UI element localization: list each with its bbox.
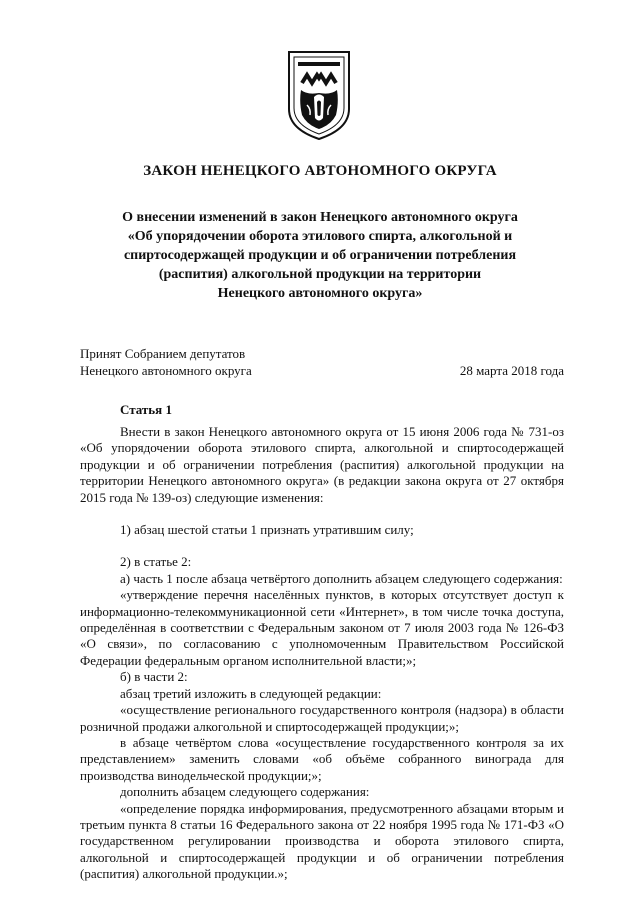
subject-line: Ненецкого автономного округа» xyxy=(217,286,423,301)
paragraph: б) в части 2: xyxy=(120,669,188,685)
paragraph: в абзаце четвёртом слова «осуществление государственного контроля за их представлением» заменить словами «об объёме собранного винограда для производства винодельческой продукции;»; xyxy=(80,734,564,783)
paragraph: 1) абзац шестой статьи 1 признать утратившим силу; xyxy=(120,522,414,538)
subject-line: О внесении изменений в закон Ненецкого автономного округа xyxy=(122,210,518,225)
paragraph: а) часть 1 после абзаца четвёртого дополнить абзацем следующего содержания: xyxy=(120,570,563,586)
adopted-by xyxy=(80,345,252,379)
adopted-date: 28 марта 2018 года xyxy=(459,363,564,378)
paragraph: «утверждение перечня населённых пунктов, в которых отсутствует доступ к информационно-телекоммуникационной сети «Интернет», в том числе точка доступа, определённая в соответствии с Федеральным законом от 7 июля 2003 года № 126-ФЗ «О связи», по согласованию с уполномоченным Правительством Российской Федерации федеральным органом исполнительной власти;»; xyxy=(80,587,564,668)
paragraph: 2) в статье 2: xyxy=(120,554,192,570)
adopted-line: Принят Собранием депутатов xyxy=(80,346,246,361)
subject-line: «Об упорядочении оборота этилового спирта, алкогольной и xyxy=(127,229,513,244)
law-title: ЗАКОН НЕНЕЦКОГО АВТОНОМНОГО ОКРУГА xyxy=(143,163,497,179)
article-heading: Статья 1 xyxy=(120,402,172,417)
article-body xyxy=(80,424,564,883)
paragraph: дополнить абзацем следующего содержания: xyxy=(120,784,370,800)
paragraph: «определение порядка информирования, предусмотренного абзацами вторым и третьим пункта 8 статьи 16 Федерального закона от 22 ноября 1995 года № 171-ФЗ «О государственном регулировании производства и оборота этилового спирта, алкогольной и спиртосодержащей продукции и об ограничении потребления (распития) алкогольной продукции.»; xyxy=(80,800,564,882)
subject-line: спиртосодержащей продукции и об ограничении потребления xyxy=(123,248,517,263)
nenets-okrug-coat-of-arms-icon xyxy=(285,49,353,141)
paragraph: «осуществление регионального государственного контроля (надзора) в области розничной продажи алкогольной и спиртосодержащей продукции;»; xyxy=(80,702,564,734)
subject-line: (распития) алкогольной продукции на территории xyxy=(158,267,482,282)
paragraph: Внести в закон Ненецкого автономного округа от 15 июня 2006 года № 731-оз «Об упорядочении оборота этилового спирта, алкогольной и спиртосодержащей продукции и об ограничении потребления (распития) алкогольной продукции на территории Ненецкого автономного округа» (в редакции закона округа от 27 октября 2015 года № 139-оз) следующие изменения: xyxy=(80,424,564,505)
paragraph: абзац третий изложить в следующей редакции: xyxy=(120,685,382,701)
adopted-line: Ненецкого автономного округа xyxy=(80,363,252,378)
law-subject xyxy=(95,208,545,303)
